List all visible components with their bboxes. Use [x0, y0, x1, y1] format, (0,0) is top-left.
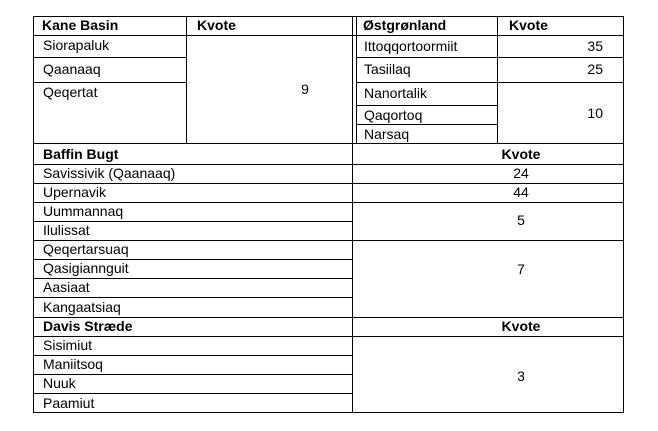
baffin-bugt-place: Upernavik: [43, 184, 107, 200]
baffin-bugt-place: Qasigiannguit: [43, 260, 129, 276]
ostgronland-place: Tasiilaq: [364, 61, 411, 77]
divider: [356, 57, 624, 58]
kane-basin-title: Kane Basin: [42, 17, 119, 33]
ostgronland-title: Østgrønland: [363, 17, 447, 33]
baffin-bugt-place: Qeqertarsuaq: [43, 241, 129, 257]
ostgronland-place: Ittoqqortoormiit: [364, 38, 458, 54]
divider: [356, 105, 498, 106]
kane-basin-kvote: 9: [301, 81, 309, 97]
davis-straede-title: Davis Stræde: [43, 318, 133, 334]
table-border-bottom: [33, 412, 624, 413]
ostgronland-place: Narsaq: [364, 126, 410, 142]
kane-basin-place: Siorapaluk: [43, 37, 110, 53]
davis-straede-kvote-header: Kvote: [501, 318, 541, 334]
kane-basin-place: Qeqertat: [43, 84, 98, 100]
kane-basin-kvote-header: Kvote: [197, 17, 236, 33]
ostgronland-group-kvote: 10: [587, 105, 603, 121]
divider: [33, 336, 624, 337]
divider: [33, 393, 353, 394]
baffin-bugt-title: Baffin Bugt: [43, 146, 119, 162]
kane-basin-place: Qaanaaq: [43, 61, 101, 77]
baffin-bugt-kvote: 24: [513, 165, 529, 181]
divider: [356, 124, 498, 125]
baffin-bugt-kvote: 44: [513, 184, 529, 200]
ostgronland-kvote-header: Kvote: [509, 17, 548, 33]
ostgronland-place: Qaqortoq: [364, 107, 423, 123]
table-border-left: [33, 16, 34, 413]
divider: [33, 35, 624, 36]
baffin-bugt-place: Uummannaq: [43, 203, 124, 219]
baffin-bugt-group-a-kvote: 5: [517, 212, 525, 228]
divider: [33, 143, 624, 144]
baffin-bugt-place: Aasiaat: [43, 279, 90, 295]
baffin-bugt-kvote-header: Kvote: [501, 146, 541, 162]
baffin-bugt-place: Kangaatsiaq: [43, 299, 121, 315]
davis-straede-place: Nuuk: [43, 375, 76, 391]
ostgronland-place: Nanortalik: [364, 85, 428, 101]
davis-straede-place: Paamiut: [43, 395, 95, 411]
divider: [33, 374, 353, 375]
baffin-bugt-place: Ilulissat: [43, 222, 90, 238]
divider: [33, 57, 187, 58]
davis-straede-place: Sisimiut: [43, 337, 93, 353]
divider: [33, 297, 353, 298]
baffin-bugt-place: Savissivik (Qaanaaq): [43, 165, 176, 181]
davis-straede-place: Maniitsoq: [43, 356, 103, 372]
baffin-bugt-group-b-kvote: 7: [517, 261, 525, 277]
davis-straede-kvote: 3: [517, 368, 525, 384]
ostgronland-kvote: 25: [587, 61, 603, 77]
divider: [33, 82, 187, 83]
ostgronland-kvote: 35: [587, 38, 603, 54]
